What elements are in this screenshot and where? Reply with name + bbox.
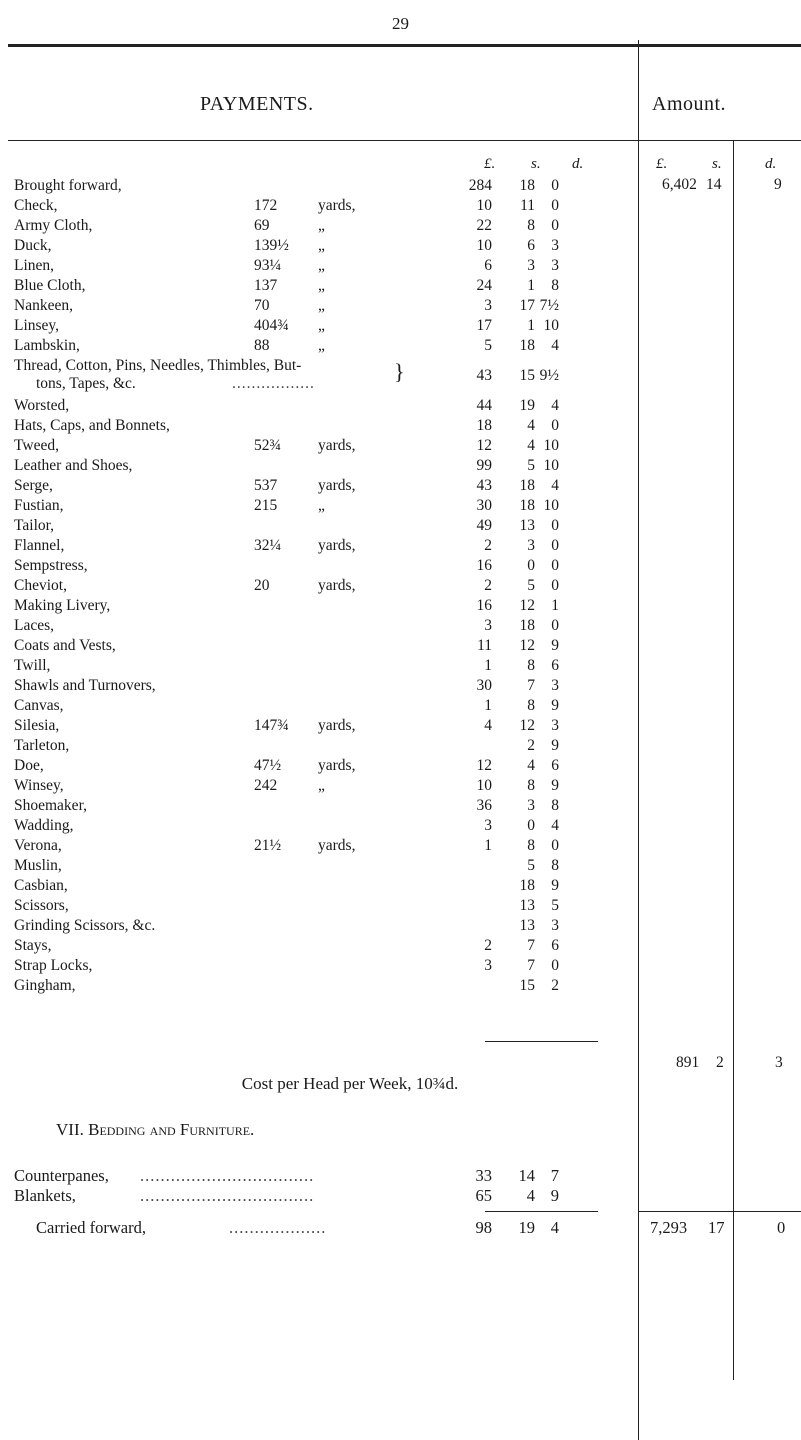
item-pence: 3 <box>551 717 559 734</box>
payment-row <box>0 636 801 656</box>
item-shillings: 8 <box>527 657 535 674</box>
item-shillings: 0 <box>527 557 535 574</box>
item-pence: 6 <box>551 757 559 774</box>
item-pounds: 17 <box>476 317 492 334</box>
cost-per-head: Cost per Head per Week, 10¾d. <box>241 1074 459 1093</box>
amount-subtotal-pounds: 891 <box>676 1054 700 1071</box>
payment-row <box>0 876 801 896</box>
item-pounds: 1 <box>484 657 492 674</box>
col-head-shillings: s. <box>531 156 541 172</box>
payment-row <box>0 756 801 776</box>
item-pence: 0 <box>551 177 559 194</box>
item-pounds: 22 <box>476 217 492 234</box>
item-unit: „ <box>318 317 325 334</box>
item-pence: 0 <box>551 617 559 634</box>
payment-row <box>0 736 801 756</box>
item-pence: 4 <box>551 817 559 834</box>
amount-head-pence: d. <box>765 156 777 172</box>
item-quantity: 172 <box>254 197 278 214</box>
item-unit: „ <box>318 257 325 274</box>
item-shillings: 3 <box>527 537 535 554</box>
item-shillings: 7 <box>527 677 535 694</box>
item-pence: 9 <box>551 777 559 794</box>
payment-row <box>0 416 801 436</box>
payments-heading: PAYMENTS. <box>200 93 314 115</box>
item-shillings: 6 <box>527 237 535 254</box>
payment-row <box>0 296 801 316</box>
item-label: Twill, <box>14 657 51 674</box>
carried-shillings: 19 <box>518 1218 535 1237</box>
col-head-pounds: £. <box>484 156 496 172</box>
item-pounds: 43 <box>476 477 492 494</box>
item-label: Cheviot, <box>14 577 67 594</box>
bedding-label: Blankets, <box>14 1186 76 1205</box>
item-label: Casbian, <box>14 877 68 894</box>
item-label: Muslin, <box>14 857 62 874</box>
item-unit: „ <box>318 777 325 794</box>
item-shillings: 13 <box>519 917 535 934</box>
item-label: Check, <box>14 197 58 214</box>
carried-forward-row <box>0 1218 801 1238</box>
item-shillings: 8 <box>527 217 535 234</box>
item-pence: 6 <box>551 657 559 674</box>
item-label: Serge, <box>14 477 53 494</box>
item-pence: 2 <box>551 977 559 994</box>
item-pence: 3 <box>551 677 559 694</box>
payment-row <box>0 216 801 236</box>
item-quantity: 47½ <box>254 757 282 774</box>
item-shillings: 1 <box>527 317 535 334</box>
item-label: Tarleton, <box>14 737 70 754</box>
amount-subtotal-shillings: 2 <box>716 1054 724 1071</box>
item-label: Hats, Caps, and Bonnets, <box>14 417 170 434</box>
item-shillings: 4 <box>527 417 535 434</box>
payment-row <box>0 196 801 216</box>
item-pounds: 12 <box>476 437 492 454</box>
item-pence: 4 <box>551 477 559 494</box>
item-label: Making Livery, <box>14 597 111 614</box>
item-pence: 0 <box>551 957 559 974</box>
item-label: Verona, <box>14 837 62 854</box>
item-pounds: 36 <box>476 797 492 814</box>
item-pence: 10 <box>543 437 559 454</box>
bedding-pence: 9 <box>550 1186 559 1205</box>
item-unit: „ <box>318 337 325 354</box>
top-rule <box>8 44 801 47</box>
dot-leader: .................................. <box>140 1166 315 1185</box>
item-pounds: 49 <box>476 517 492 534</box>
amount-heading: Amount. <box>652 93 727 115</box>
item-pounds: 3 <box>484 957 492 974</box>
bedding-pounds: 65 <box>475 1186 492 1205</box>
item-pounds: 1 <box>484 697 492 714</box>
item-label: Nankeen, <box>14 297 73 314</box>
amount-brought-pounds: 6,402 <box>662 176 697 193</box>
item-pence: 4 <box>551 397 559 414</box>
payment-row <box>0 556 801 576</box>
item-pence: 10 <box>543 317 559 334</box>
item-shillings: 15 <box>519 977 535 994</box>
item-pence: 0 <box>551 217 559 234</box>
item-quantity: 137 <box>254 277 278 294</box>
item-shillings: 11 <box>520 197 535 214</box>
subtotal-rule <box>485 1041 598 1042</box>
payment-row <box>0 936 801 956</box>
item-quantity: 70 <box>254 297 270 314</box>
amount-carried-pence: 0 <box>777 1218 786 1237</box>
item-pence: 3 <box>551 257 559 274</box>
item-shillings: 3 <box>527 257 535 274</box>
bedding-shillings: 4 <box>526 1186 535 1205</box>
item-unit: „ <box>318 237 325 254</box>
item-pence: 8 <box>551 277 559 294</box>
carried-pence: 4 <box>550 1218 559 1237</box>
item-pounds: 4 <box>484 717 492 734</box>
payment-row <box>0 816 801 836</box>
brace: } <box>394 359 405 384</box>
item-shillings: 12 <box>519 637 535 654</box>
item-pence: 9 <box>551 737 559 754</box>
item-shillings: 12 <box>519 717 535 734</box>
item-pence: 8 <box>551 797 559 814</box>
payment-row <box>0 656 801 676</box>
item-unit: yards, <box>318 197 356 214</box>
payment-row <box>0 396 801 416</box>
item-pence: 10 <box>543 497 559 514</box>
item-label: Sempstress, <box>14 557 88 574</box>
bedding-row <box>0 1186 801 1206</box>
item-label: Canvas, <box>14 697 64 714</box>
payment-row <box>0 916 801 936</box>
item-unit: „ <box>318 497 325 514</box>
item-shillings: 1 <box>527 277 535 294</box>
item-pounds: 99 <box>476 457 492 474</box>
item-label: Scissors, <box>14 897 69 914</box>
item-pence: 9 <box>551 877 559 894</box>
item-pounds: 11 <box>477 637 492 654</box>
item-shillings: 18 <box>519 497 535 514</box>
item-pounds: 2 <box>484 937 492 954</box>
item-shillings: 17 <box>519 297 535 314</box>
item-label: Silesia, <box>14 717 60 734</box>
bedding-total-rule <box>485 1211 598 1212</box>
item-label: Gingham, <box>14 977 76 994</box>
item-pence: 0 <box>551 557 559 574</box>
carried-forward-label: Carried forward, <box>36 1218 146 1237</box>
item-pounds: 3 <box>484 817 492 834</box>
item-pence: 6 <box>551 937 559 954</box>
item-shillings: 7 <box>527 957 535 974</box>
item-quantity: 88 <box>254 337 270 354</box>
payment-row <box>0 796 801 816</box>
item-shillings: 18 <box>519 617 535 634</box>
carried-pounds: 98 <box>475 1218 492 1237</box>
item-pounds: 16 <box>476 557 492 574</box>
payment-row <box>0 956 801 976</box>
item-label: Laces, <box>14 617 55 634</box>
item-shillings: 18 <box>519 877 535 894</box>
item-label: Fustian, <box>14 497 64 514</box>
item-quantity: 21½ <box>254 837 282 854</box>
amount-subtotal-pence: 3 <box>775 1054 783 1071</box>
item-shillings: 13 <box>519 517 535 534</box>
item-label: Doe, <box>14 757 44 774</box>
item-quantity: 215 <box>254 497 278 514</box>
bedding-row <box>0 1166 801 1186</box>
payment-row <box>0 896 801 916</box>
item-pounds: 1 <box>484 837 492 854</box>
item-pence: 0 <box>551 537 559 554</box>
payment-row <box>0 236 801 256</box>
item-shillings: 4 <box>527 437 535 454</box>
item-quantity: 139½ <box>254 237 289 254</box>
item-label: Coats and Vests, <box>14 637 116 654</box>
item-label: Strap Locks, <box>14 957 93 974</box>
item-label: Brought forward, <box>14 177 122 194</box>
amount-carried-pounds: 7,293 <box>650 1218 688 1237</box>
item-label: Linsey, <box>14 317 60 334</box>
amount-carried-shillings: 17 <box>708 1218 725 1237</box>
payment-row <box>0 856 801 876</box>
payment-row <box>0 776 801 796</box>
item-pounds: 5 <box>484 337 492 354</box>
item-pence: 0 <box>551 837 559 854</box>
item-pence: 10 <box>543 457 559 474</box>
item-shillings: 0 <box>527 817 535 834</box>
item-quantity: 404¾ <box>254 317 289 334</box>
payment-row <box>0 336 801 356</box>
item-pounds: 10 <box>476 237 492 254</box>
payment-row <box>0 436 801 456</box>
item-shillings: 8 <box>527 837 535 854</box>
page-number: 29 <box>392 14 409 33</box>
item-quantity: 537 <box>254 477 278 494</box>
payment-row <box>0 316 801 336</box>
item-shillings: 18 <box>519 477 535 494</box>
item-quantity: 52¾ <box>254 437 282 454</box>
item-pence: 9 <box>551 697 559 714</box>
item-label: Tailor, <box>14 517 55 534</box>
item-pounds: 2 <box>484 537 492 554</box>
item-unit: yards, <box>318 757 356 774</box>
item-unit: yards, <box>318 837 356 854</box>
item-shillings: 15 <box>519 367 535 384</box>
item-pounds: 12 <box>476 757 492 774</box>
item-shillings: 8 <box>527 777 535 794</box>
item-pounds: 24 <box>476 277 492 294</box>
bedding-pounds: 33 <box>475 1166 492 1185</box>
item-label: Shawls and Turnovers, <box>14 677 156 694</box>
amount-head-pounds: £. <box>656 156 668 172</box>
item-quantity: 20 <box>254 577 270 594</box>
item-pence: 7½ <box>539 297 559 314</box>
item-pence: 0 <box>551 197 559 214</box>
item-quantity: 32¼ <box>254 537 282 554</box>
bedding-label: Counterpanes, <box>14 1166 109 1185</box>
item-unit: yards, <box>318 537 356 554</box>
payment-row <box>0 476 801 496</box>
item-label-continued: tons, Tapes, &c. <box>36 375 136 392</box>
item-pounds: 18 <box>476 417 492 434</box>
item-pounds: 43 <box>476 367 492 384</box>
item-label: Linen, <box>14 257 55 274</box>
item-shillings: 5 <box>527 857 535 874</box>
item-unit: yards, <box>318 477 356 494</box>
item-unit: yards, <box>318 577 356 594</box>
item-pounds: 30 <box>476 497 492 514</box>
payment-row <box>0 456 801 476</box>
item-label: Wadding, <box>14 817 74 834</box>
item-pounds: 10 <box>476 777 492 794</box>
payment-row <box>0 536 801 556</box>
item-shillings: 4 <box>527 757 535 774</box>
item-label: Flannel, <box>14 537 65 554</box>
bedding-pence: 7 <box>550 1166 559 1185</box>
item-unit: yards, <box>318 717 356 734</box>
payment-row <box>0 256 801 276</box>
item-unit: „ <box>318 217 325 234</box>
item-shillings: 18 <box>519 337 535 354</box>
item-shillings: 7 <box>527 937 535 954</box>
item-unit: „ <box>318 277 325 294</box>
payment-row <box>0 676 801 696</box>
item-shillings: 2 <box>527 737 535 754</box>
dot-leader: ................... <box>229 1218 327 1237</box>
item-label: Winsey, <box>14 777 64 794</box>
header-rule <box>8 140 801 141</box>
item-pounds: 10 <box>476 197 492 214</box>
item-pounds: 30 <box>476 677 492 694</box>
amount-head-shillings: s. <box>712 156 722 172</box>
item-pounds: 3 <box>484 617 492 634</box>
item-pounds: 16 <box>476 597 492 614</box>
payment-row <box>0 357 801 392</box>
payment-row <box>0 836 801 856</box>
payment-row <box>0 976 801 996</box>
payment-row <box>0 696 801 716</box>
payment-row <box>0 716 801 736</box>
item-pounds: 3 <box>484 297 492 314</box>
item-unit: yards, <box>318 437 356 454</box>
item-quantity: 69 <box>254 217 270 234</box>
item-pence: 0 <box>551 577 559 594</box>
payment-row <box>0 496 801 516</box>
dot-leader: ................. <box>232 375 315 392</box>
payment-row <box>0 616 801 636</box>
item-label: Lambskin, <box>14 337 80 354</box>
item-label: Army Cloth, <box>14 217 93 234</box>
item-label: Tweed, <box>14 437 59 454</box>
item-shillings: 3 <box>527 797 535 814</box>
item-pounds: 44 <box>476 397 492 414</box>
item-quantity: 242 <box>254 777 278 794</box>
item-pence: 4 <box>551 337 559 354</box>
amount-brought-shillings: 14 <box>706 176 722 193</box>
item-shillings: 5 <box>527 577 535 594</box>
item-quantity: 147¾ <box>254 717 289 734</box>
item-pounds: 284 <box>468 177 492 194</box>
item-label: Blue Cloth, <box>14 277 86 294</box>
item-unit: „ <box>318 297 325 314</box>
amount-total-rule <box>638 1211 801 1212</box>
item-pence: 9½ <box>539 367 559 384</box>
item-shillings: 18 <box>519 177 535 194</box>
item-pence: 8 <box>551 857 559 874</box>
item-label: Thread, Cotton, Pins, Needles, Thimbles, But- <box>14 357 302 374</box>
item-label: Worsted, <box>14 397 70 414</box>
item-pence: 9 <box>551 637 559 654</box>
item-label: Duck, <box>14 237 52 254</box>
payment-row <box>0 276 801 296</box>
payment-row <box>0 596 801 616</box>
item-pence: 5 <box>551 897 559 914</box>
amount-brought-pence: 9 <box>774 176 782 193</box>
item-pounds: 2 <box>484 577 492 594</box>
item-pounds: 6 <box>484 257 492 274</box>
item-shillings: 13 <box>519 897 535 914</box>
item-pence: 3 <box>551 917 559 934</box>
item-label: Shoemaker, <box>14 797 87 814</box>
item-label: Grinding Scissors, &c. <box>14 917 156 934</box>
item-pence: 0 <box>551 417 559 434</box>
item-shillings: 5 <box>527 457 535 474</box>
col-head-pence: d. <box>572 156 584 172</box>
item-label: Stays, <box>14 937 52 954</box>
section-vii-heading: VII. Bedding and Furniture. <box>56 1120 255 1139</box>
item-label: Leather and Shoes, <box>14 457 133 474</box>
bedding-shillings: 14 <box>518 1166 535 1185</box>
payment-row <box>0 576 801 596</box>
item-quantity: 93¼ <box>254 257 282 274</box>
item-pence: 3 <box>551 237 559 254</box>
payment-row <box>0 516 801 536</box>
item-shillings: 12 <box>519 597 535 614</box>
item-pence: 0 <box>551 517 559 534</box>
item-shillings: 8 <box>527 697 535 714</box>
dot-leader: .................................. <box>140 1186 315 1205</box>
item-shillings: 19 <box>519 397 535 414</box>
item-pence: 1 <box>551 597 559 614</box>
